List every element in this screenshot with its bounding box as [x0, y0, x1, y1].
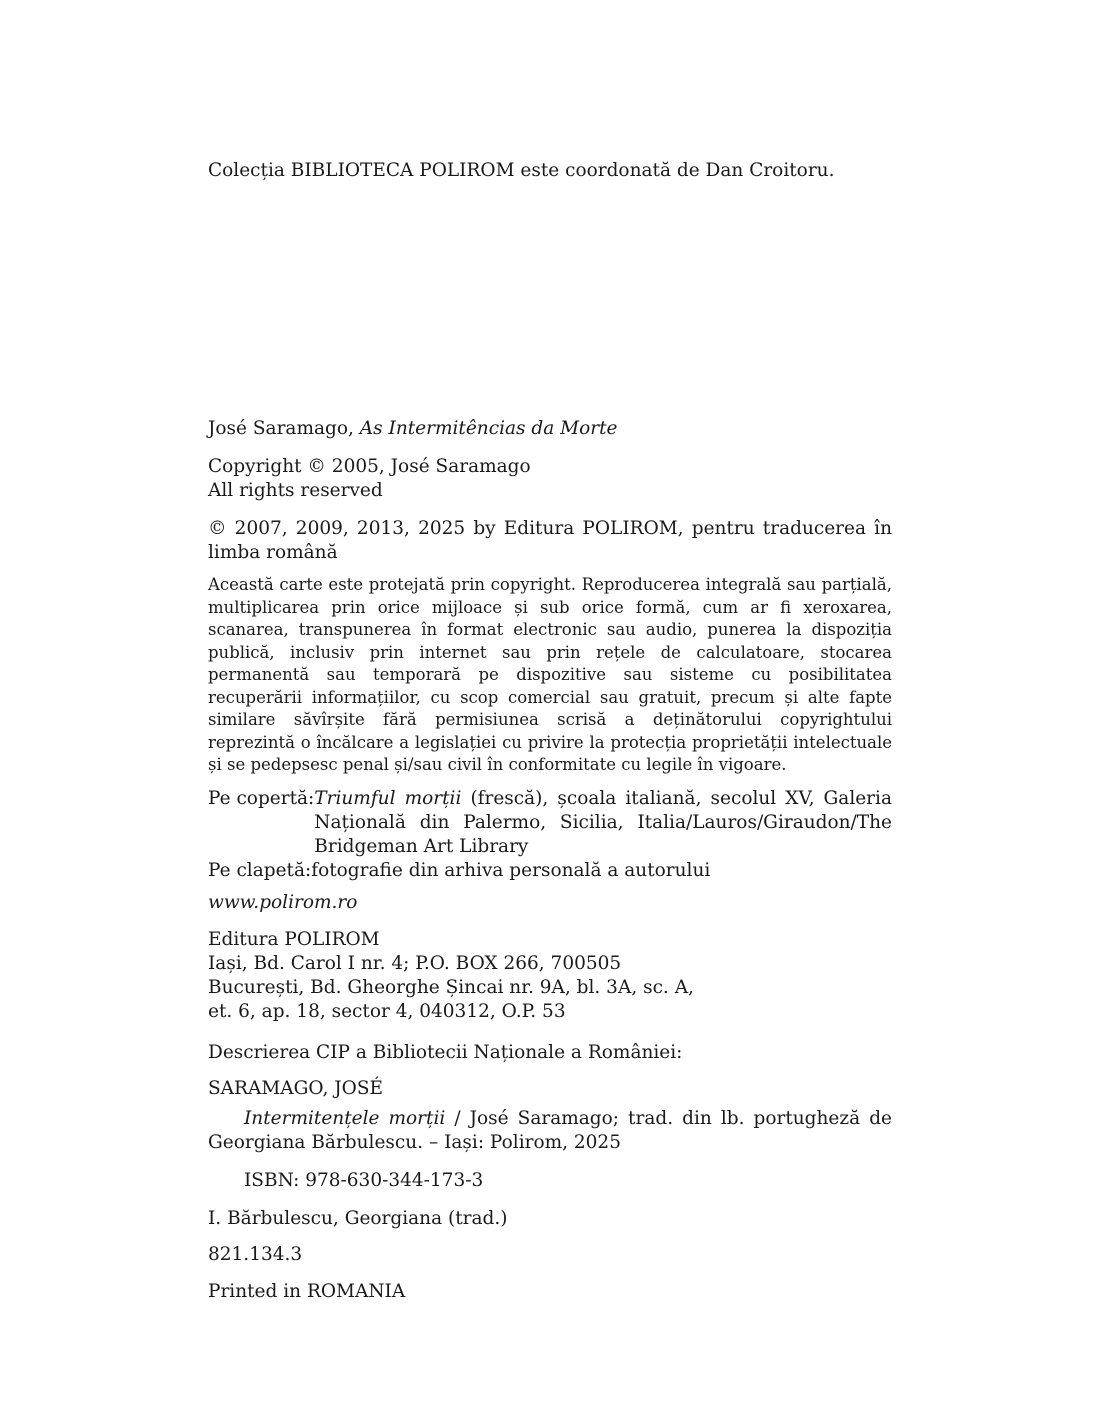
legal-notice: Această carte este protejată prin copyright. Reproducerea integrală sau parțială, multiplicarea prin orice mijloace și sub orice formă, cum ar fi xeroxarea, scanarea, transpunerea în format electronic sau audio, punerea la dispoziția publică, inclusiv prin internet sau prin rețele de calculatoare, stocarea permanentă sau temporară pe dispozitive sau sisteme cu posibilitatea recuperării informațiilor, cu scop comercial sau gratuit, precum și alte fapte similare săvîrșite fără permisiunea scrisă a deținătorului copyrightului reprezintă o încălcare a legislației cu privire la protecția proprietății intelectuale și se pedepsesc penal și/sau civil în conformitate cu legile în vigoare. [208, 575, 892, 774]
cip-title: Intermitențele morții [244, 1108, 446, 1129]
cip-author: SARAMAGO, JOSÉ [208, 1078, 384, 1099]
printed-in: Printed in ROMANIA [208, 1281, 406, 1302]
cover-label: Pe copertă: [208, 788, 315, 809]
cip-classification: 821.134.3 [208, 1244, 303, 1265]
copyright-block [208, 455, 892, 503]
publisher-address-iasi: Iași, Bd. Carol I nr. 4; P.O. BOX 266, 700505 [208, 953, 622, 974]
rights-reserved: All rights reserved [208, 480, 383, 501]
publisher-name: Editura POLIROM [208, 929, 380, 950]
original-author: José Saramago, [208, 418, 360, 439]
translation-copyright: © 2007, 2009, 2013, 2025 by Editura POLIROM, pentru traducerea în limba română [208, 518, 892, 563]
isbn: ISBN: 978-630-344-173-3 [244, 1170, 484, 1191]
cip-heading: Descrierea CIP a Bibliotecii Naționale a României: [208, 1042, 683, 1063]
website-link[interactable]: www.polirom.ro [208, 892, 358, 913]
original-title-line [208, 417, 892, 441]
cover-artwork-source: (frescă), școala italiană, secolul XV, Galeria Națională din Palermo, Sicilia, Italia/Lauros/Giraudon/The Bridgeman Art Library [314, 788, 892, 857]
flap-label: Pe clapetă: [208, 860, 312, 881]
cip-translator: I. Bărbulescu, Georgiana (trad.) [208, 1208, 508, 1229]
cover-credit [208, 787, 892, 859]
flap-credit [208, 859, 892, 883]
publisher-block [208, 928, 892, 1024]
original-title: As Intermitências da Morte [359, 418, 618, 439]
copyright-line: Copyright © 2005, José Saramago [208, 456, 531, 477]
cip-title-entry [208, 1107, 892, 1155]
publisher-address-bucuresti: București, Bd. Gheorghe Șincai nr. 9A, bl. 3A, sc. A, [208, 977, 694, 998]
cover-text [314, 787, 892, 859]
cover-artwork-title: Triumful morții [314, 788, 462, 809]
cip-details: / José Saramago; trad. din lb. portugheză de Georgiana Bărbulescu. – Iași: Polirom, 2025 [208, 1108, 892, 1153]
publisher-address-bucuresti-2: et. 6, ap. 18, sector 4, 040312, O.P. 53 [208, 1001, 566, 1022]
collection-note: Colecția BIBLIOTECA POLIROM este coordonată de Dan Croitoru. [208, 160, 835, 181]
flap-text: fotografie din arhiva personală a autorului [311, 860, 711, 881]
credits-block [208, 787, 892, 883]
